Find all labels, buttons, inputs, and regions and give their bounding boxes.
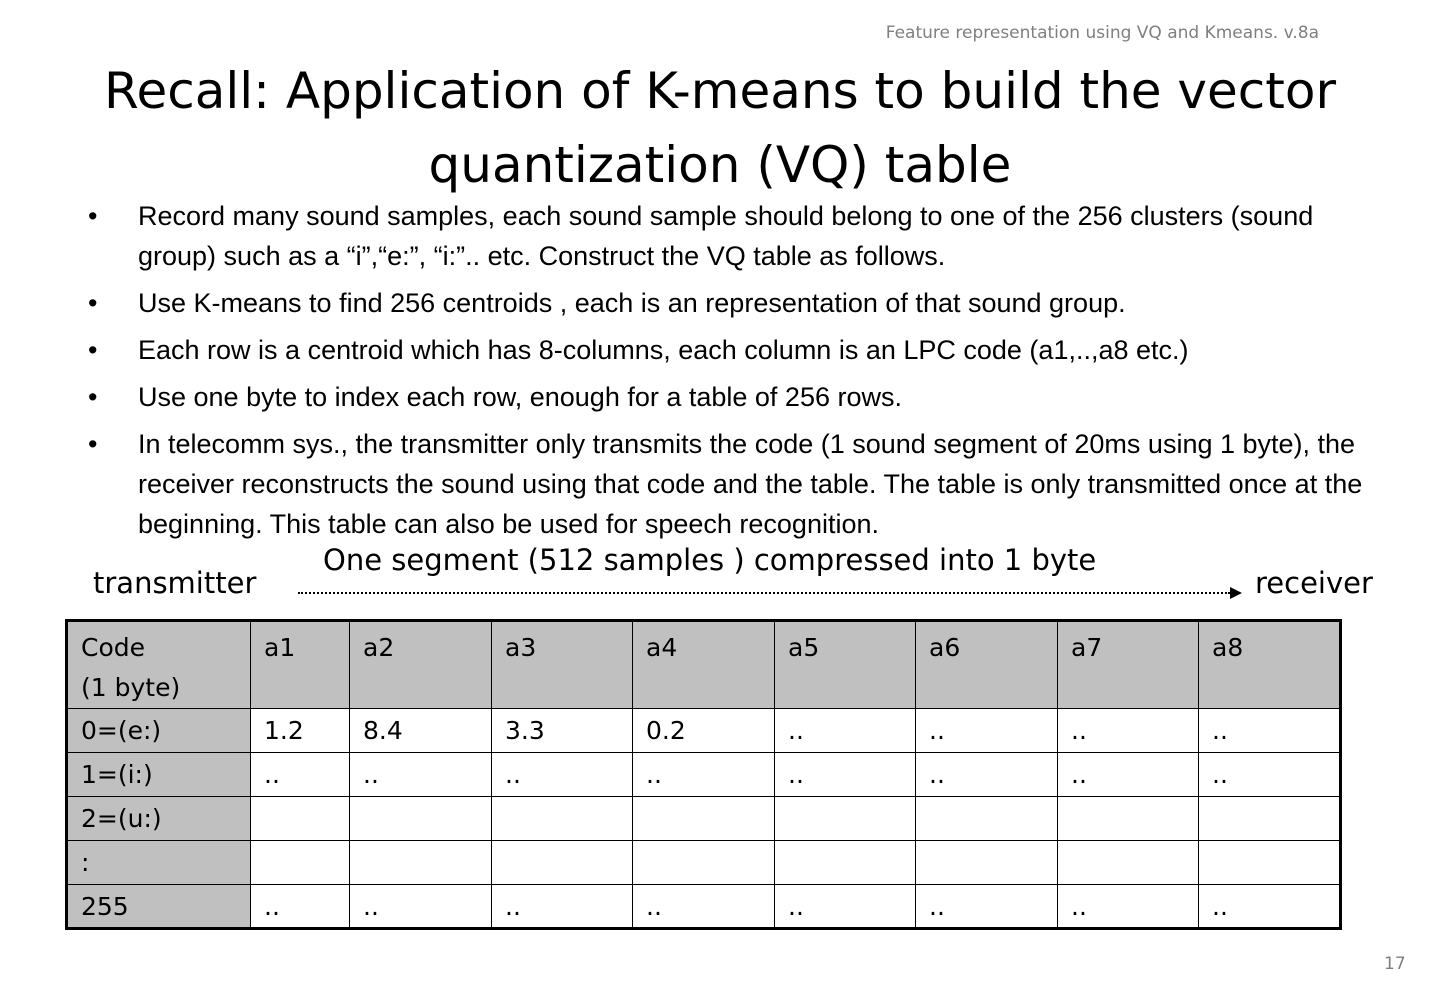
table-cell-code: 255 xyxy=(67,885,251,929)
table-header-cell: a3 xyxy=(492,621,633,709)
bullet-item xyxy=(88,330,1378,370)
table-header-cell: a4 xyxy=(633,621,775,709)
table-cell xyxy=(1058,797,1199,841)
table-cell: .. xyxy=(1058,885,1199,929)
table-cell: .. xyxy=(633,885,775,929)
table-cell: .. xyxy=(492,753,633,797)
vq-table xyxy=(65,619,1342,930)
bullet-text: Each row is a centroid which has 8-columns, each column is an LPC code (a1,..,a8 etc.) xyxy=(138,335,1189,365)
bullet-item xyxy=(88,196,1378,276)
table-cell xyxy=(633,841,775,885)
table-cell: .. xyxy=(1199,753,1341,797)
bullet-marker: • xyxy=(88,335,98,365)
table-cell: .. xyxy=(775,753,916,797)
bullet-marker: • xyxy=(88,288,98,318)
bullet-text: Record many sound samples, each sound sample should belong to one of the 256 clusters (sound group) such as a “i”,“e:”, “i:”.. etc. Construct the VQ table as follows. xyxy=(138,201,1314,271)
table-cell xyxy=(1199,797,1341,841)
table-cell xyxy=(1058,841,1199,885)
compression-label: One segment (512 samples ) compressed into 1 byte xyxy=(323,543,1097,577)
table-header-cell: a7 xyxy=(1058,621,1199,709)
table-row xyxy=(67,885,1341,929)
table-cell: .. xyxy=(633,753,775,797)
bullet-list xyxy=(88,196,1378,551)
table-cell: 0.2 xyxy=(633,709,775,753)
table-cell xyxy=(1199,841,1341,885)
table-cell: .. xyxy=(1058,709,1199,753)
table-cell: .. xyxy=(251,753,350,797)
table-cell-code: 1=(i:) xyxy=(67,753,251,797)
table-cell xyxy=(775,797,916,841)
table-row xyxy=(67,841,1341,885)
table-cell-code: : xyxy=(67,841,251,885)
slide-header-note: Feature representation using VQ and Kmeans. v.8a xyxy=(885,23,1319,43)
table-header-cell: a2 xyxy=(350,621,492,709)
table-cell: 3.3 xyxy=(492,709,633,753)
transmission-arrow-line xyxy=(298,592,1230,594)
bullet-item xyxy=(88,283,1378,323)
bullet-marker: • xyxy=(88,382,98,412)
table-cell xyxy=(251,797,350,841)
bullet-text: Use K-means to find 256 centroids , each is an representation of that sound group. xyxy=(138,288,1126,318)
bullet-item xyxy=(88,377,1378,417)
table-cell: .. xyxy=(916,885,1058,929)
bullet-marker: • xyxy=(88,429,98,459)
table-header-cell: a8 xyxy=(1199,621,1341,709)
transmitter-label: transmitter xyxy=(93,566,257,600)
page-number: 17 xyxy=(1384,954,1406,974)
table-cell xyxy=(350,797,492,841)
table-header-cell: a5 xyxy=(775,621,916,709)
table-cell: .. xyxy=(916,753,1058,797)
table-cell: .. xyxy=(492,885,633,929)
table-cell: .. xyxy=(350,885,492,929)
table-header-row xyxy=(67,621,1341,709)
table-cell: 8.4 xyxy=(350,709,492,753)
bullet-text: In telecomm sys., the transmitter only transmits the code (1 sound segment of 20ms using 1 byte), the receiver reconstructs the sound using that code and the table. The table is only transmitted once at the beginning. This table can also be used for speech recognition. xyxy=(138,429,1363,539)
arrow-head-icon xyxy=(1230,587,1242,599)
slide-title: Recall: Application of K-means to build the vector quantization (VQ) table xyxy=(103,62,1337,194)
table-cell: .. xyxy=(251,885,350,929)
receiver-label: receiver xyxy=(1255,566,1373,600)
table-cell: .. xyxy=(1199,709,1341,753)
table-cell-code: 0=(e:) xyxy=(67,709,251,753)
table-cell xyxy=(350,841,492,885)
table-row xyxy=(67,709,1341,753)
table-cell: .. xyxy=(1058,753,1199,797)
table-row xyxy=(67,797,1341,841)
table-cell: .. xyxy=(775,709,916,753)
bullet-marker: • xyxy=(88,201,98,231)
table-row xyxy=(67,753,1341,797)
table-cell: .. xyxy=(775,885,916,929)
table-cell xyxy=(916,797,1058,841)
table-header-cell: a6 xyxy=(916,621,1058,709)
bullet-item xyxy=(88,424,1378,544)
table-cell xyxy=(492,797,633,841)
table-cell xyxy=(251,841,350,885)
bullet-text: Use one byte to index each row, enough for a table of 256 rows. xyxy=(138,382,902,412)
table-cell xyxy=(633,797,775,841)
table-cell xyxy=(916,841,1058,885)
table-cell-code: 2=(u:) xyxy=(67,797,251,841)
table-cell xyxy=(775,841,916,885)
table-cell: 1.2 xyxy=(251,709,350,753)
table-cell xyxy=(492,841,633,885)
table-cell: .. xyxy=(350,753,492,797)
table-cell: .. xyxy=(916,709,1058,753)
table-cell: .. xyxy=(1199,885,1341,929)
table-header-cell: a1 xyxy=(251,621,350,709)
table-header-cell: Code (1 byte) xyxy=(67,621,251,709)
